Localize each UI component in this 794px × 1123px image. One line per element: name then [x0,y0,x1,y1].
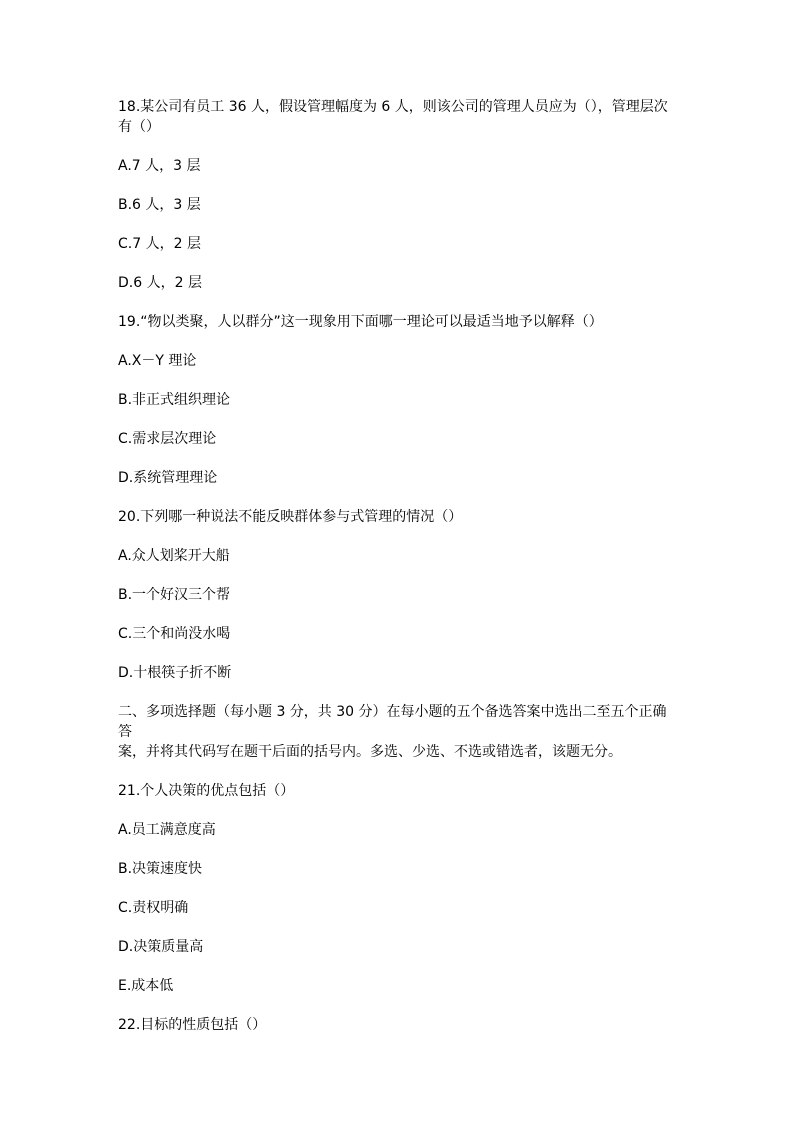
question-18-text-line-2: 有（） [118,119,160,135]
section-2-heading-line-1: 二、多项选择题（每小题 3 分，共 30 分）在每小题的五个备选答案中选出二至五个正确答 [118,704,667,740]
question-22-text: 22.目标的性质包括（） [118,1017,267,1033]
question-21-text: 21.个人决策的优点包括（） [118,783,295,799]
document-page [118,97,678,1035]
question-19-text: 19.“物以类聚，人以群分”这一现象用下面哪一理论可以最适当地予以解释（） [118,314,603,330]
question-18-option-c: C.7 人，2 层 [118,236,201,252]
question-19-option-b: B.非正式组织理论 [118,392,231,408]
question-21-option-b: B.决策速度快 [118,861,203,877]
question-18-option-b: B.6 人，3 层 [118,197,201,213]
question-20-option-d: D.十根筷子折不断 [118,665,232,681]
question-19-option-d: D.系统管理理论 [118,470,218,486]
question-19-option-a: A.X－Y 理论 [118,353,197,369]
question-18-text-line-1: 18.某公司有员工 36 人，假设管理幅度为 6 人，则该公司的管理人员应为（），管理层次 [118,99,668,115]
question-21-option-a: A.员工满意度高 [118,822,216,838]
question-18-option-d: D.6 人，2 层 [118,275,202,291]
question-20-text: 20.下列哪一种说法不能反映群体参与式管理的情况（） [118,509,463,525]
question-20-option-b: B.一个好汉三个帮 [118,587,231,603]
question-20-option-a: A.众人划桨开大船 [118,548,230,564]
question-20-option-c: C.三个和尚没水喝 [118,626,231,642]
question-21-option-d: D.决策质量高 [118,939,204,955]
question-18-option-a: A.7 人，3 层 [118,158,201,174]
question-21-option-c: C.责权明确 [118,900,189,916]
question-21-option-e: E.成本低 [118,978,174,994]
section-2-heading-line-2: 案，并将其代码写在题干后面的括号内。多选、少选、不选或错选者，该题无分。 [118,744,622,760]
question-19-option-c: C.需求层次理论 [118,431,217,447]
